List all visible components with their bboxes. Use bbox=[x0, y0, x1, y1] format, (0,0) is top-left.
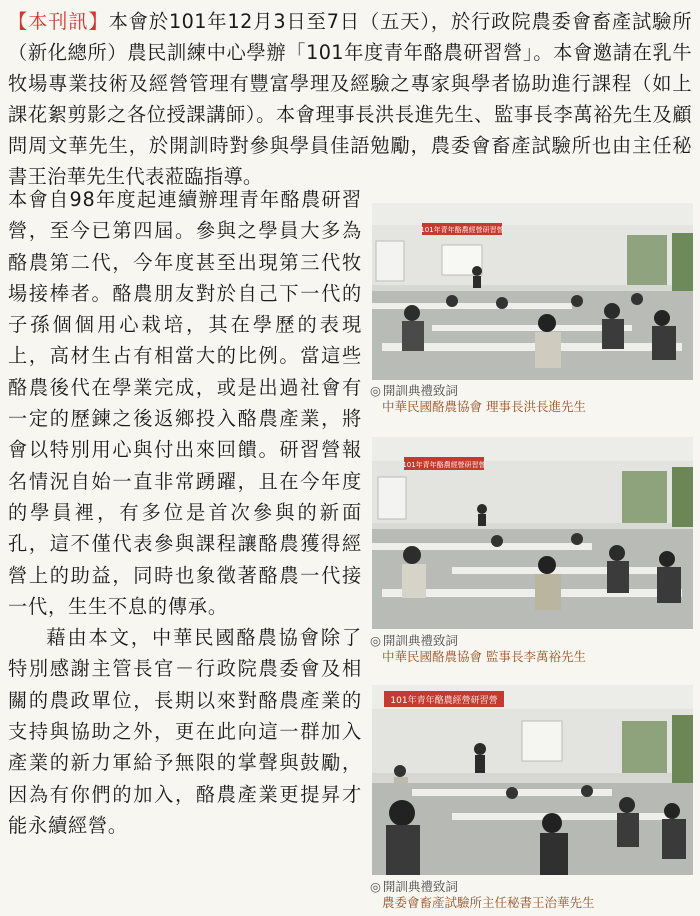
circle-bullet-icon: ◎ bbox=[370, 633, 381, 648]
body-paragraph-1: 本會自98年度起連續辦理青年酪農研習營，至今已第四屆。參與之學員大多為酪農第二代，今年度甚至出現第三代牧場接棒者。酪農朋友對於自己下一代的子孫個個用心栽培，其在學歷的表現上，高材生占有相當大的比例。當這些酪農後代在學業完成，或是出過社會有一定的歷鍊之後返鄉投入酪農產業，將會以特別用心與付出來回饋。研習營報名情況自始一直非常踴躍，且在今年度的學員裡，有多位是首次參與的新面孔，這不僅代表參與課程讓酪農獲得經營上的助益，同時也象徵著酪農一代接一代，生生不息的傳承。 bbox=[8, 188, 362, 618]
photo-1 bbox=[372, 203, 693, 380]
banner-text: 101年青年酪農經營研習營 bbox=[402, 461, 486, 469]
article-tag: 【本刊訊】 bbox=[8, 10, 109, 33]
banner-text: 101年青年酪農經營研習營 bbox=[420, 226, 504, 234]
caption-title: 開訓典禮致詞 bbox=[382, 633, 458, 648]
caption-subtitle: 中華民國酪農協會 理事長洪長進先生 bbox=[382, 399, 586, 414]
body-paragraph-2: 藉由本文，中華民國酪農協會除了特別感謝主管長官－行政院農委會及相關的農政單位，長期以來對酪農產業的支持與協助之外，更在此向這一群加入產業的新力軍給予無限的掌聲與鼓勵，因為有你們的加入，酪農產業更提昇才能永續經營。 bbox=[8, 626, 362, 837]
banner-text: 101年青年酪農經營研習營 bbox=[390, 696, 498, 706]
classroom-photo-2 bbox=[372, 437, 693, 629]
intro-paragraph bbox=[8, 6, 692, 192]
caption-title: 開訓典禮致詞 bbox=[382, 383, 458, 398]
photo-2-caption bbox=[370, 633, 696, 665]
classroom-photo-1 bbox=[372, 203, 693, 380]
photo-3-caption bbox=[370, 879, 696, 911]
photo-2 bbox=[372, 437, 693, 629]
caption-title: 開訓典禮致詞 bbox=[382, 879, 458, 894]
caption-subtitle: 農委會畜產試驗所主任秘書王治華先生 bbox=[382, 895, 595, 910]
classroom-photo-3 bbox=[372, 685, 693, 875]
circle-bullet-icon: ◎ bbox=[370, 383, 381, 398]
photo-1-caption bbox=[370, 383, 696, 415]
photo-3 bbox=[372, 685, 693, 875]
caption-subtitle: 中華民國酪農協會 監事長李萬裕先生 bbox=[382, 649, 586, 664]
circle-bullet-icon: ◎ bbox=[370, 879, 381, 894]
intro-text: 本會於101年12月3日至7日（五天），於行政院農委會畜產試驗所（新化總所）農民訓練中心學辦「101年度青年酪農研習營」。本會邀請在乳牛牧場專業技術及經營管理有豐富學理及經驗之專家與學者協助進行課程（如上課花絮剪影之各位授課講師）。本會理事長洪長進先生、監事長李萬裕先生及顧問周文華先生，於開訓時對參與學員佳語勉勵，農委會畜產試驗所也由主任秘書王治華先生代表蒞臨指導。 bbox=[8, 10, 692, 188]
article-body bbox=[8, 184, 362, 841]
